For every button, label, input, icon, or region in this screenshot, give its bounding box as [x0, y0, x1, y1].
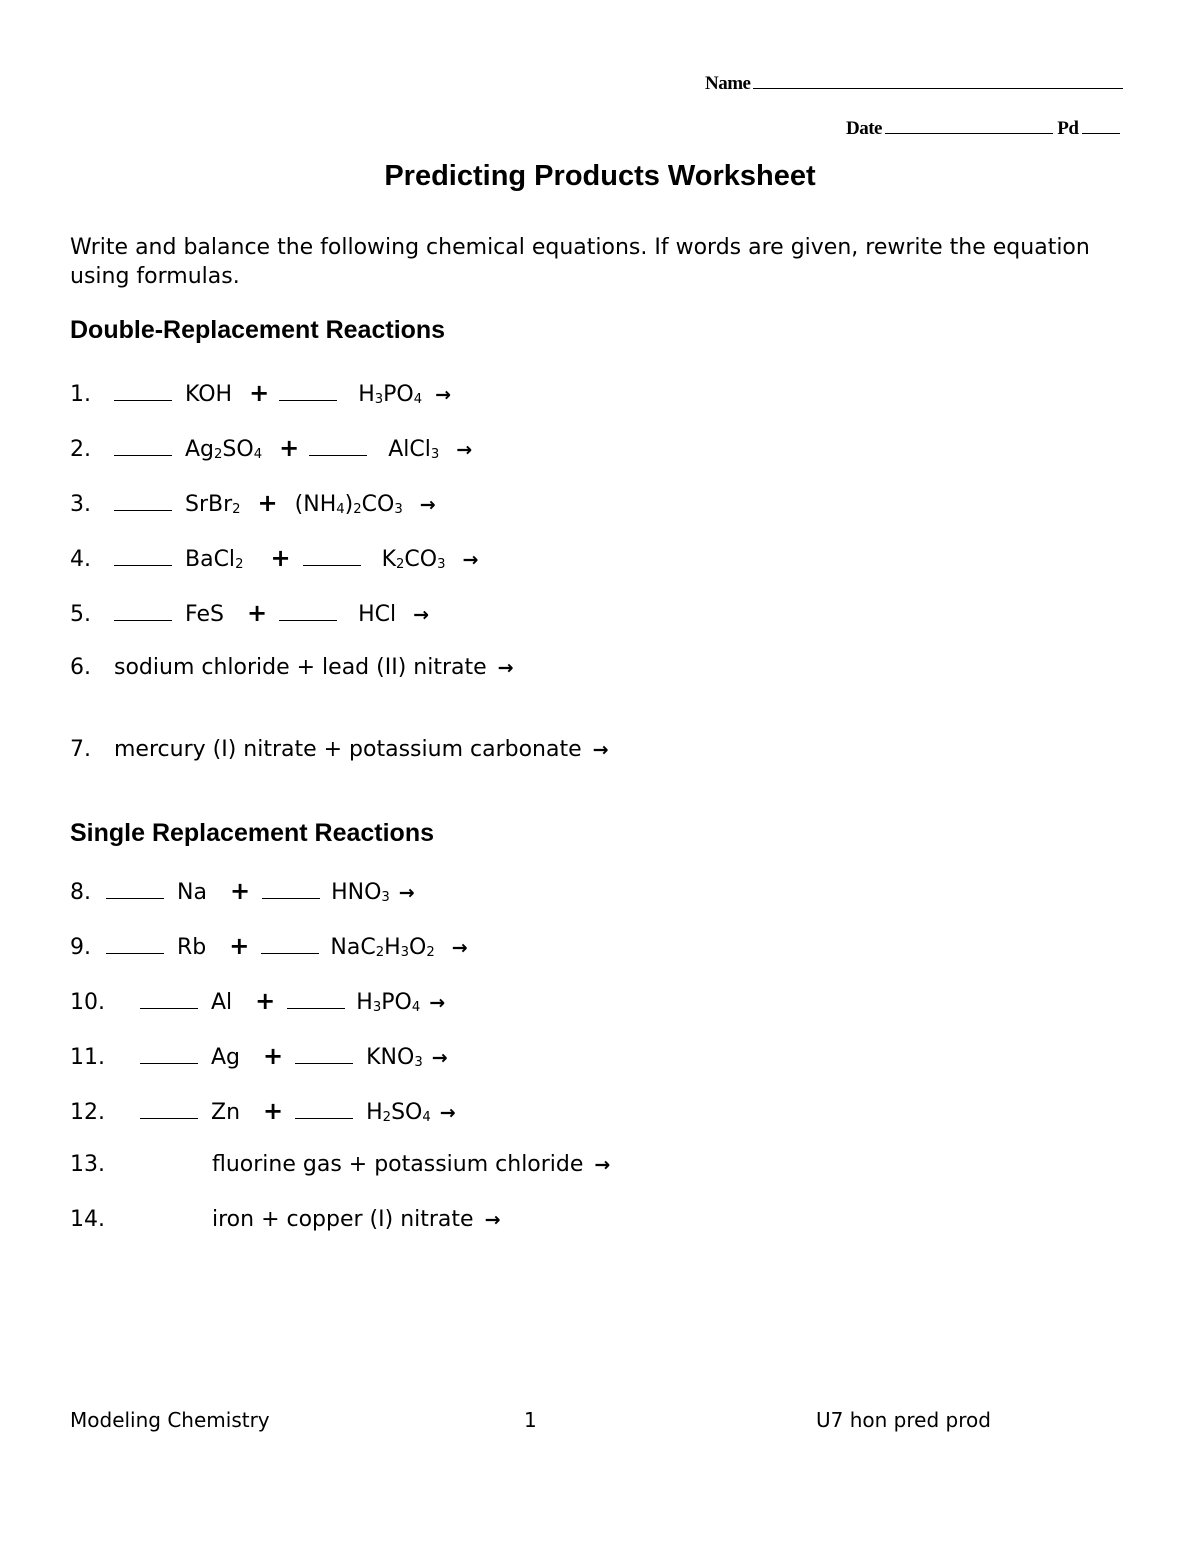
coefficient-blank[interactable]	[261, 933, 319, 954]
reactant: KOH	[185, 382, 233, 407]
plus-sign: +	[263, 1042, 284, 1070]
coefficient-blank[interactable]	[295, 1098, 353, 1119]
coefficient-blank[interactable]	[262, 878, 320, 899]
coefficient-blank[interactable]	[114, 380, 172, 401]
coefficient-blank[interactable]	[279, 380, 337, 401]
reactant: FeS	[185, 602, 224, 627]
question-3	[70, 488, 436, 518]
q-number: 2.	[70, 437, 91, 462]
question-13	[70, 1150, 610, 1180]
q-number: 12.	[70, 1100, 105, 1125]
reactant: HCl	[358, 602, 397, 627]
coefficient-blank[interactable]	[140, 1043, 198, 1064]
footer-right: U7 hon pred prod	[816, 1408, 991, 1432]
reactant-formula: $H_2SO_4$	[366, 1100, 431, 1125]
question-1	[70, 378, 451, 408]
reactant-formula: $KNO_3$	[366, 1045, 423, 1070]
question-10	[70, 986, 445, 1016]
coefficient-blank[interactable]	[295, 1043, 353, 1064]
section-heading-single: Single Replacement Reactions	[70, 819, 435, 847]
plus-sign: +	[255, 987, 276, 1015]
coefficient-blank[interactable]	[140, 1098, 198, 1119]
question-12	[70, 1096, 456, 1126]
q-number: 13.	[70, 1152, 105, 1177]
plus-sign: +	[270, 544, 291, 572]
plus-sign: +	[229, 932, 250, 960]
arrow-icon: →	[456, 439, 473, 461]
date-blank[interactable]	[885, 115, 1053, 134]
name-label: Name	[705, 73, 751, 94]
section-heading-double: Double-Replacement Reactions	[70, 316, 446, 344]
reactant: Rb	[177, 935, 207, 960]
question-4	[70, 543, 478, 573]
coefficient-blank[interactable]	[114, 600, 172, 621]
q-number: 3.	[70, 492, 91, 517]
footer-left: Modeling Chemistry	[70, 1408, 270, 1432]
arrow-icon: →	[594, 1154, 611, 1176]
page-title: Predicting Products Worksheet	[384, 160, 816, 192]
arrow-icon: →	[592, 739, 609, 761]
question-9	[70, 931, 468, 961]
reactant-formula: SrBr$_2$	[185, 492, 241, 517]
arrow-icon: →	[419, 494, 436, 516]
word-equation: iron + copper (I) nitrate	[212, 1207, 474, 1232]
q-number: 1.	[70, 382, 91, 407]
footer-page-number: 1	[524, 1408, 537, 1432]
reactant: Ag	[211, 1045, 241, 1070]
reactant: Na	[177, 880, 207, 905]
name-field	[705, 70, 1123, 95]
reactant-formula: $NaC_2H_3O_2$	[330, 935, 435, 960]
question-2	[70, 433, 472, 463]
arrow-icon: →	[435, 384, 452, 406]
coefficient-blank[interactable]	[106, 933, 164, 954]
word-equation: mercury (I) nitrate + potassium carbonate	[114, 737, 582, 762]
arrow-icon: →	[497, 657, 514, 679]
coefficient-blank[interactable]	[114, 490, 172, 511]
arrow-icon: →	[429, 992, 446, 1014]
date-pd-field	[846, 115, 1120, 140]
plus-sign: +	[279, 434, 300, 462]
question-8	[70, 876, 415, 906]
reactant-formula: AlCl$_3$	[388, 437, 440, 462]
arrow-icon: →	[451, 937, 468, 959]
coefficient-blank[interactable]	[114, 435, 172, 456]
q-number: 10.	[70, 990, 105, 1015]
question-5	[70, 598, 429, 628]
pd-label: Pd	[1057, 118, 1079, 139]
question-14	[70, 1205, 501, 1235]
q-number: 7.	[70, 737, 91, 762]
plus-sign: +	[263, 1097, 284, 1125]
plus-sign: +	[249, 379, 270, 407]
reactant-formula: $K_2CO_3$	[381, 547, 446, 572]
instructions: Write and balance the following chemical equations. If words are given, rewrite the equation using formulas.	[70, 235, 1090, 289]
coefficient-blank[interactable]	[106, 878, 164, 899]
coefficient-blank[interactable]	[114, 545, 172, 566]
plus-sign: +	[246, 599, 268, 627]
coefficient-blank[interactable]	[140, 988, 198, 1009]
q-number: 14.	[70, 1207, 105, 1232]
plus-sign: +	[229, 877, 251, 905]
coefficient-blank[interactable]	[309, 435, 367, 456]
reactant-formula: BaCl$_2$	[185, 547, 244, 572]
arrow-icon: →	[431, 1047, 448, 1069]
reactant-formula: $H_3PO_4$	[356, 990, 421, 1015]
reactant-formula: $(NH_4)_2CO_3$	[294, 492, 403, 517]
reactant: Al	[211, 990, 233, 1015]
question-7	[70, 735, 609, 765]
reactant: Zn	[211, 1100, 241, 1125]
q-number: 11.	[70, 1045, 105, 1070]
arrow-icon: →	[484, 1209, 501, 1231]
pd-blank[interactable]	[1082, 115, 1120, 134]
arrow-icon: →	[398, 882, 415, 904]
plus-sign: +	[257, 489, 278, 517]
reactant-formula: $Ag_2SO_4$	[185, 437, 263, 462]
arrow-icon: →	[439, 1102, 456, 1124]
word-equation: fluorine gas + potassium chloride	[212, 1152, 584, 1177]
q-number: 6.	[70, 655, 91, 680]
coefficient-blank[interactable]	[287, 988, 345, 1009]
name-blank[interactable]	[753, 70, 1123, 89]
q-number: 4.	[70, 547, 91, 572]
question-11	[70, 1041, 448, 1071]
coefficient-blank[interactable]	[279, 600, 337, 621]
question-6	[70, 653, 514, 683]
coefficient-blank[interactable]	[303, 545, 361, 566]
word-equation: sodium chloride + lead (II) nitrate	[114, 655, 487, 680]
q-number: 9.	[70, 935, 91, 960]
arrow-icon: →	[413, 604, 430, 626]
q-number: 8.	[70, 880, 91, 905]
q-number: 5.	[70, 602, 91, 627]
date-label: Date	[846, 118, 882, 139]
reactant-formula: $HNO_3$	[331, 880, 390, 905]
arrow-icon: →	[462, 549, 479, 571]
reactant-formula: $H_3PO_4$	[358, 382, 423, 407]
